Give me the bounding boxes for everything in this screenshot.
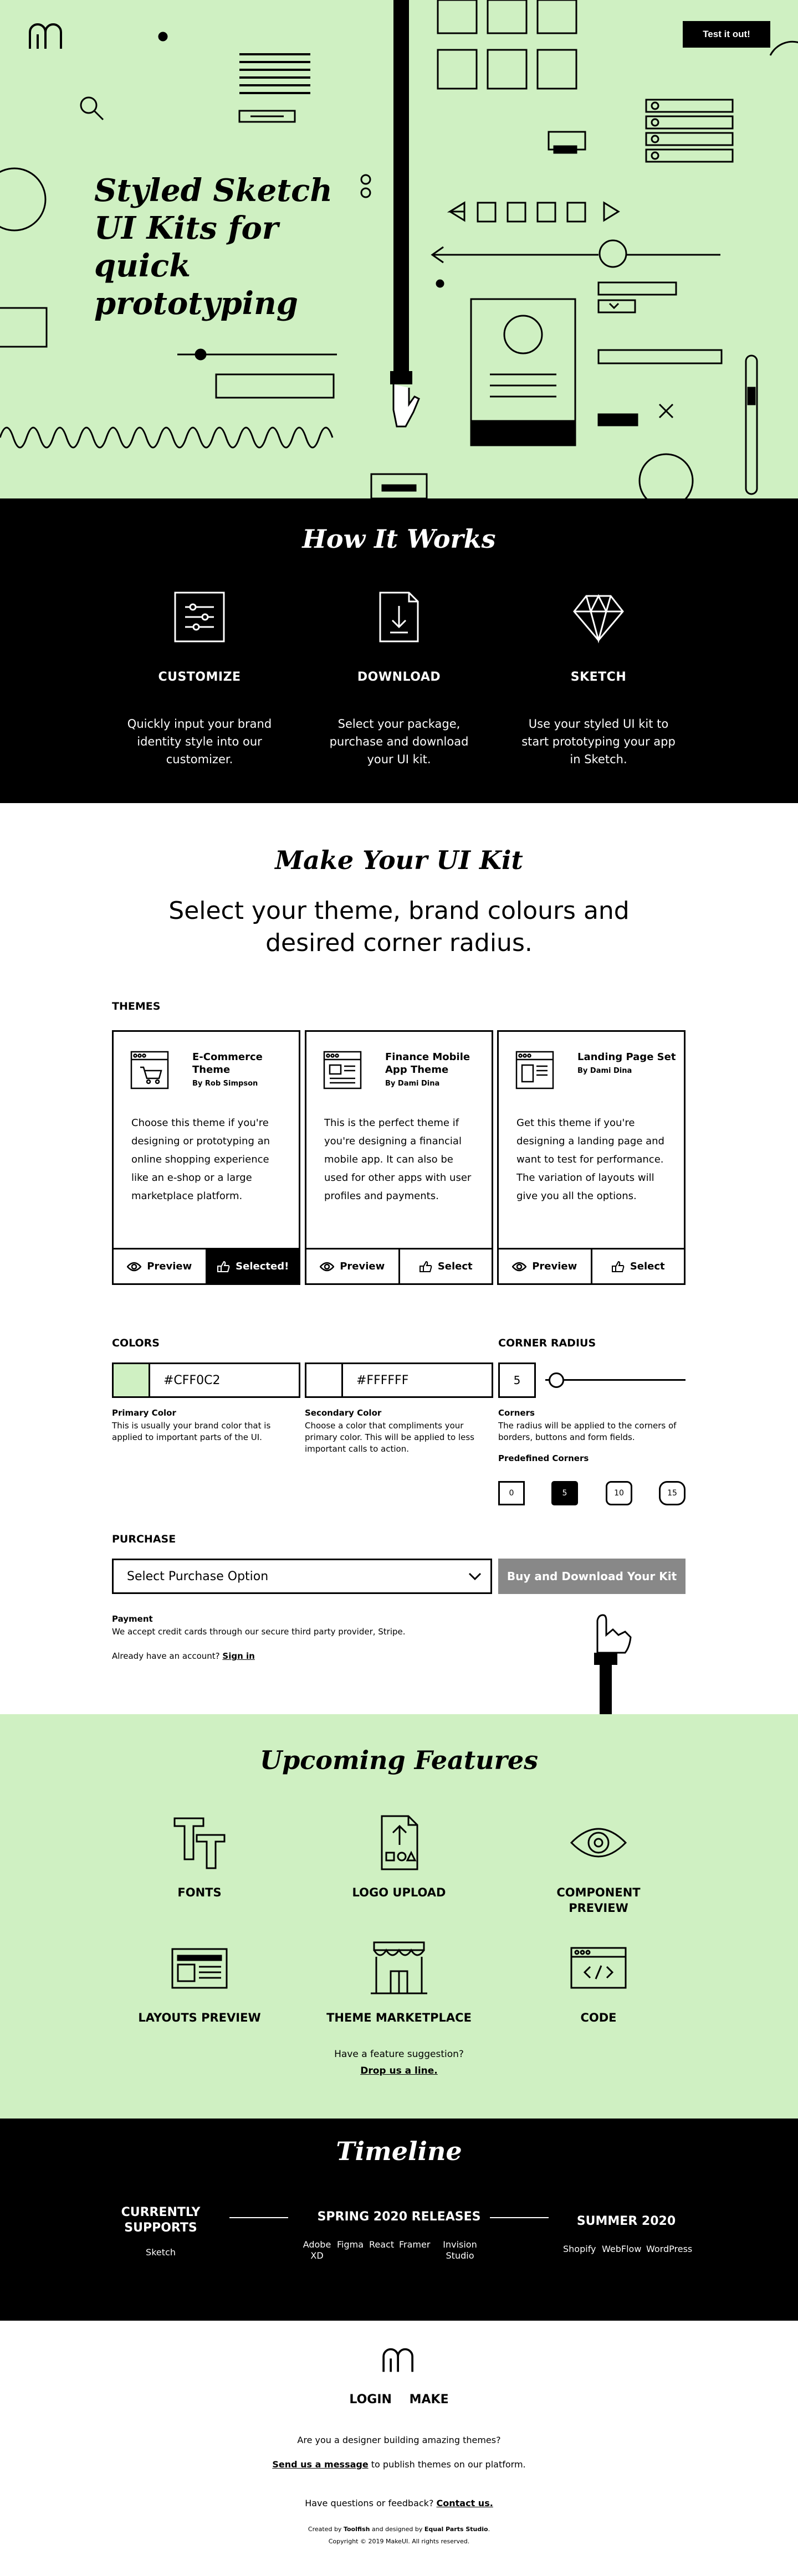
- chevron-down-icon: [468, 1572, 482, 1581]
- hand-pointer-icon: [217, 1261, 230, 1273]
- theme-author: By Dami Dina: [385, 1079, 440, 1088]
- predefined-corners-title: Predefined Corners: [498, 1453, 589, 1463]
- feature-logo-upload: [299, 1815, 499, 1900]
- timeline-item: Adobe XD: [303, 2239, 331, 2261]
- desc-line: borders, buttons and form fields.: [498, 1432, 635, 1442]
- purchase-option-select[interactable]: [112, 1559, 492, 1594]
- theme-name: [577, 1051, 677, 1077]
- theme-actions: [499, 1248, 684, 1283]
- colors-label: COLORS: [112, 1337, 160, 1349]
- feature-label-line: THEME MARKETPLACE: [326, 2011, 472, 2024]
- step-title: DOWNLOAD: [357, 670, 441, 684]
- preview-button[interactable]: [306, 1250, 398, 1283]
- desc-line: Choose a color that compliments your: [305, 1421, 464, 1431]
- spring-releases-heading: SPRING 2020 RELEASES: [317, 2210, 481, 2224]
- corner-option-15[interactable]: [659, 1481, 686, 1505]
- feature-code: [499, 1940, 698, 2025]
- select-theme-button[interactable]: [398, 1250, 492, 1283]
- footer-section: [0, 2321, 798, 2559]
- feature-component-preview: [499, 1815, 698, 1916]
- timeline-item: Figma: [337, 2239, 364, 2250]
- equal-parts-link[interactable]: Equal Parts Studio: [424, 2526, 488, 2533]
- make-link[interactable]: MAKE: [409, 2393, 449, 2407]
- select-theme-button[interactable]: [206, 1250, 299, 1283]
- theme-actions: [306, 1248, 492, 1283]
- headline-line-2: UI Kits for quick: [94, 210, 279, 284]
- theme-description: Choose this theme if you're designing or prototyping an online shopping experience like an e-shop or a large marketplace platform.: [131, 1117, 270, 1202]
- make-ui-kit-section: [0, 803, 798, 1714]
- theme-author: By Dami Dina: [577, 1067, 632, 1075]
- headline-line-1: Styled Sketch: [94, 172, 332, 209]
- radius-value: 5: [513, 1374, 521, 1387]
- primary-color-desc: [112, 1420, 300, 1443]
- desc-line: The radius will be applied to the corners of: [498, 1421, 677, 1431]
- buy-label: Buy and Download Your Kit: [507, 1570, 677, 1583]
- toolfish-link[interactable]: Toolfish: [343, 2526, 370, 2533]
- eye-icon: [568, 1815, 629, 1870]
- upcoming-title: Upcoming Features: [259, 1745, 539, 1775]
- hand-pointer-icon: [611, 1261, 625, 1273]
- payment-text: We accept credit cards through our secure third party provider, Stripe.: [112, 1627, 406, 1637]
- theme-title: Landing Page Set: [577, 1051, 676, 1063]
- step-title: CUSTOMIZE: [158, 670, 241, 684]
- desc-line: important calls to action.: [305, 1444, 409, 1454]
- sign-in-link[interactable]: Sign in: [222, 1651, 255, 1661]
- step-download: [299, 590, 499, 768]
- feature-label: [299, 1885, 499, 1900]
- eye-icon: [127, 1262, 141, 1272]
- subtitle-line-2: desired corner radius.: [265, 929, 533, 957]
- payment-title: Payment: [112, 1614, 153, 1624]
- corner-radius-label: CORNER RADIUS: [498, 1337, 596, 1349]
- pointing-hand-illustration-icon: [582, 1604, 637, 1714]
- login-link[interactable]: LOGIN: [349, 2393, 392, 2407]
- currently-supports-heading: [111, 2205, 211, 2236]
- make-title: Make Your UI Kit: [275, 845, 523, 875]
- theme-name: [192, 1051, 292, 1090]
- dashboard-window-icon: [323, 1051, 362, 1089]
- preview-button[interactable]: [114, 1250, 206, 1283]
- timeline-item: WordPress: [646, 2244, 693, 2254]
- feature-label: [299, 2010, 499, 2025]
- footer-nav: [0, 2393, 798, 2407]
- corner-option-5[interactable]: [551, 1481, 578, 1505]
- secondary-color-desc: [305, 1420, 493, 1455]
- primary-color-input[interactable]: [112, 1362, 300, 1398]
- preview-button[interactable]: [499, 1250, 591, 1283]
- preview-label: Preview: [532, 1261, 577, 1272]
- desc-line: applied to important parts of the UI.: [112, 1432, 262, 1442]
- designer-question: Are you a designer building amazing themes?: [297, 2435, 501, 2445]
- select-label: Select: [437, 1261, 473, 1272]
- corners-title: Corners: [498, 1408, 535, 1418]
- timeline-divider: [229, 2217, 288, 2218]
- headline-line-3: prototyping: [94, 285, 298, 322]
- timeline-item: WebFlow: [602, 2244, 642, 2254]
- feature-label-line: PREVIEW: [569, 1901, 628, 1915]
- send-message-text: to publish themes on our platform.: [368, 2459, 526, 2470]
- feature-label: [100, 1885, 299, 1900]
- questions-text: Have questions or feedback?: [305, 2498, 434, 2508]
- theme-description: Get this theme if you're designing a landing page and want to test for performance. The variation of layouts will give you all the options.: [516, 1117, 664, 1202]
- primary-color-swatch[interactable]: [114, 1364, 150, 1396]
- select-label: Select: [630, 1261, 665, 1272]
- theme-title: Finance Mobile App Theme: [385, 1051, 470, 1076]
- theme-actions: [114, 1248, 299, 1283]
- theme-author: By Rob Simpson: [192, 1079, 258, 1088]
- step-text: Select your package, purchase and download your UI kit.: [329, 717, 469, 766]
- landing-window-icon: [515, 1051, 554, 1089]
- corners-desc: [498, 1420, 687, 1443]
- select-label: Selected!: [236, 1261, 289, 1272]
- step-sketch: [499, 590, 698, 768]
- send-message-link[interactable]: Send us a message: [272, 2459, 369, 2470]
- step-title: SKETCH: [570, 670, 627, 684]
- radius-slider-track[interactable]: [545, 1379, 686, 1381]
- layout-icon: [169, 1940, 230, 1996]
- shop-window-icon: [130, 1051, 169, 1089]
- desc-line: primary color. This will be applied to less: [305, 1432, 474, 1442]
- make-subtitle: [150, 895, 648, 959]
- credits-text: .: [488, 2526, 490, 2533]
- download-file-icon: [372, 590, 426, 644]
- preview-label: Preview: [340, 1261, 385, 1272]
- feature-label: [100, 2010, 299, 2025]
- secondary-color-input[interactable]: [305, 1362, 493, 1398]
- store-icon: [369, 1940, 429, 1996]
- select-theme-button[interactable]: [591, 1250, 684, 1283]
- corner-option-label: 0: [509, 1489, 514, 1498]
- upcoming-features-section: [0, 1714, 798, 2119]
- summer-heading: SUMMER 2020: [576, 2214, 676, 2228]
- secondary-color-title: Secondary Color: [305, 1408, 382, 1418]
- account-text: Already have an account?: [112, 1651, 220, 1661]
- feature-layouts-preview: [100, 1940, 299, 2025]
- send-message-line: [0, 2459, 798, 2470]
- step-text: Use your styled UI kit to start prototyping your app in Sketch.: [521, 717, 676, 766]
- hand-pointer-icon: [419, 1261, 432, 1273]
- radius-slider-handle[interactable]: [549, 1372, 564, 1388]
- timeline-item: Shopify: [563, 2244, 596, 2254]
- hero-headline: [94, 172, 382, 322]
- secondary-color-swatch[interactable]: [306, 1364, 343, 1396]
- feature-suggestion-text: Have a feature suggestion?: [334, 2049, 464, 2060]
- corner-option-0[interactable]: [498, 1481, 525, 1505]
- desc-line: This is usually your brand color that is: [112, 1421, 271, 1431]
- logo-upload-icon: [369, 1815, 429, 1870]
- feature-label-line: CODE: [580, 2011, 617, 2024]
- how-it-works-section: [0, 498, 798, 803]
- theme-card-landing: [497, 1030, 686, 1285]
- eye-icon: [512, 1262, 526, 1272]
- feature-label: [499, 1885, 698, 1916]
- credits-text: and designed by: [370, 2526, 424, 2533]
- step-text: Quickly input your brand identity style into our customizer.: [127, 717, 272, 766]
- copyright: Copyright © 2019 MakeUI. All rights reserved.: [328, 2538, 470, 2545]
- step-customize: [100, 590, 299, 768]
- eye-icon: [320, 1262, 334, 1272]
- theme-card-ecommerce: [112, 1030, 300, 1285]
- timeline-title: Timeline: [336, 2136, 462, 2166]
- feature-label-line: LAYOUTS PREVIEW: [138, 2011, 261, 2024]
- timeline-item: React: [369, 2239, 395, 2250]
- credits-line: [0, 2526, 798, 2533]
- theme-card-finance: [305, 1030, 493, 1285]
- timeline-item: Sketch: [146, 2247, 176, 2258]
- subtitle-line-1: Select your theme, brand colours and: [168, 897, 630, 925]
- theme-description: This is the perfect theme if you're designing a financial mobile app. It can also be used for other apps with user profiles and payments.: [324, 1117, 472, 1202]
- drop-us-a-line-link[interactable]: Drop us a line.: [360, 2065, 438, 2076]
- test-it-out-button[interactable]: Test it out!: [683, 21, 770, 48]
- feature-label-line: COMPONENT: [556, 1886, 641, 1899]
- sliders-icon: [173, 590, 226, 644]
- themes-label: THEMES: [112, 1000, 161, 1012]
- timeline-divider: [490, 2217, 549, 2218]
- account-line: [112, 1651, 255, 1662]
- buy-and-download-button[interactable]: [498, 1559, 686, 1594]
- code-icon: [568, 1940, 629, 1996]
- timeline-item: Framer: [399, 2239, 431, 2250]
- radius-value-input[interactable]: [498, 1362, 536, 1398]
- diamond-icon: [572, 590, 625, 644]
- heading-line: SUPPORTS: [124, 2221, 197, 2235]
- corner-option-label: 15: [667, 1489, 677, 1498]
- theme-title: E-Commerce Theme: [192, 1051, 263, 1076]
- feature-theme-marketplace: [299, 1940, 499, 2025]
- feature-label: [499, 2010, 698, 2025]
- timeline-item: Invision Studio: [443, 2239, 477, 2261]
- purchase-select-value: Select Purchase Option: [127, 1569, 269, 1583]
- heading-line: CURRENTLY: [121, 2205, 201, 2219]
- how-it-works-title: How It Works: [302, 524, 496, 554]
- makeui-logo-icon[interactable]: [380, 2346, 418, 2375]
- preview-label: Preview: [147, 1261, 192, 1272]
- feature-fonts: [100, 1815, 299, 1900]
- feature-label-line: LOGO UPLOAD: [352, 1886, 446, 1899]
- corner-option-10[interactable]: [606, 1481, 632, 1505]
- secondary-color-value: #FFFFFF: [356, 1373, 409, 1387]
- corner-option-label: 5: [562, 1489, 567, 1498]
- fonts-icon: [169, 1815, 230, 1870]
- primary-color-title: Primary Color: [112, 1408, 176, 1418]
- questions-line: [0, 2498, 798, 2508]
- credits-text: Created by: [308, 2526, 344, 2533]
- timeline-section: [0, 2119, 798, 2321]
- theme-name: [385, 1051, 485, 1090]
- feature-label-line: FONTS: [177, 1886, 222, 1899]
- hero-section: [0, 0, 798, 498]
- contact-us-link[interactable]: Contact us.: [436, 2498, 493, 2508]
- primary-color-value: #CFF0C2: [163, 1373, 221, 1387]
- purchase-label: PURCHASE: [112, 1533, 176, 1545]
- corner-option-label: 10: [614, 1489, 624, 1498]
